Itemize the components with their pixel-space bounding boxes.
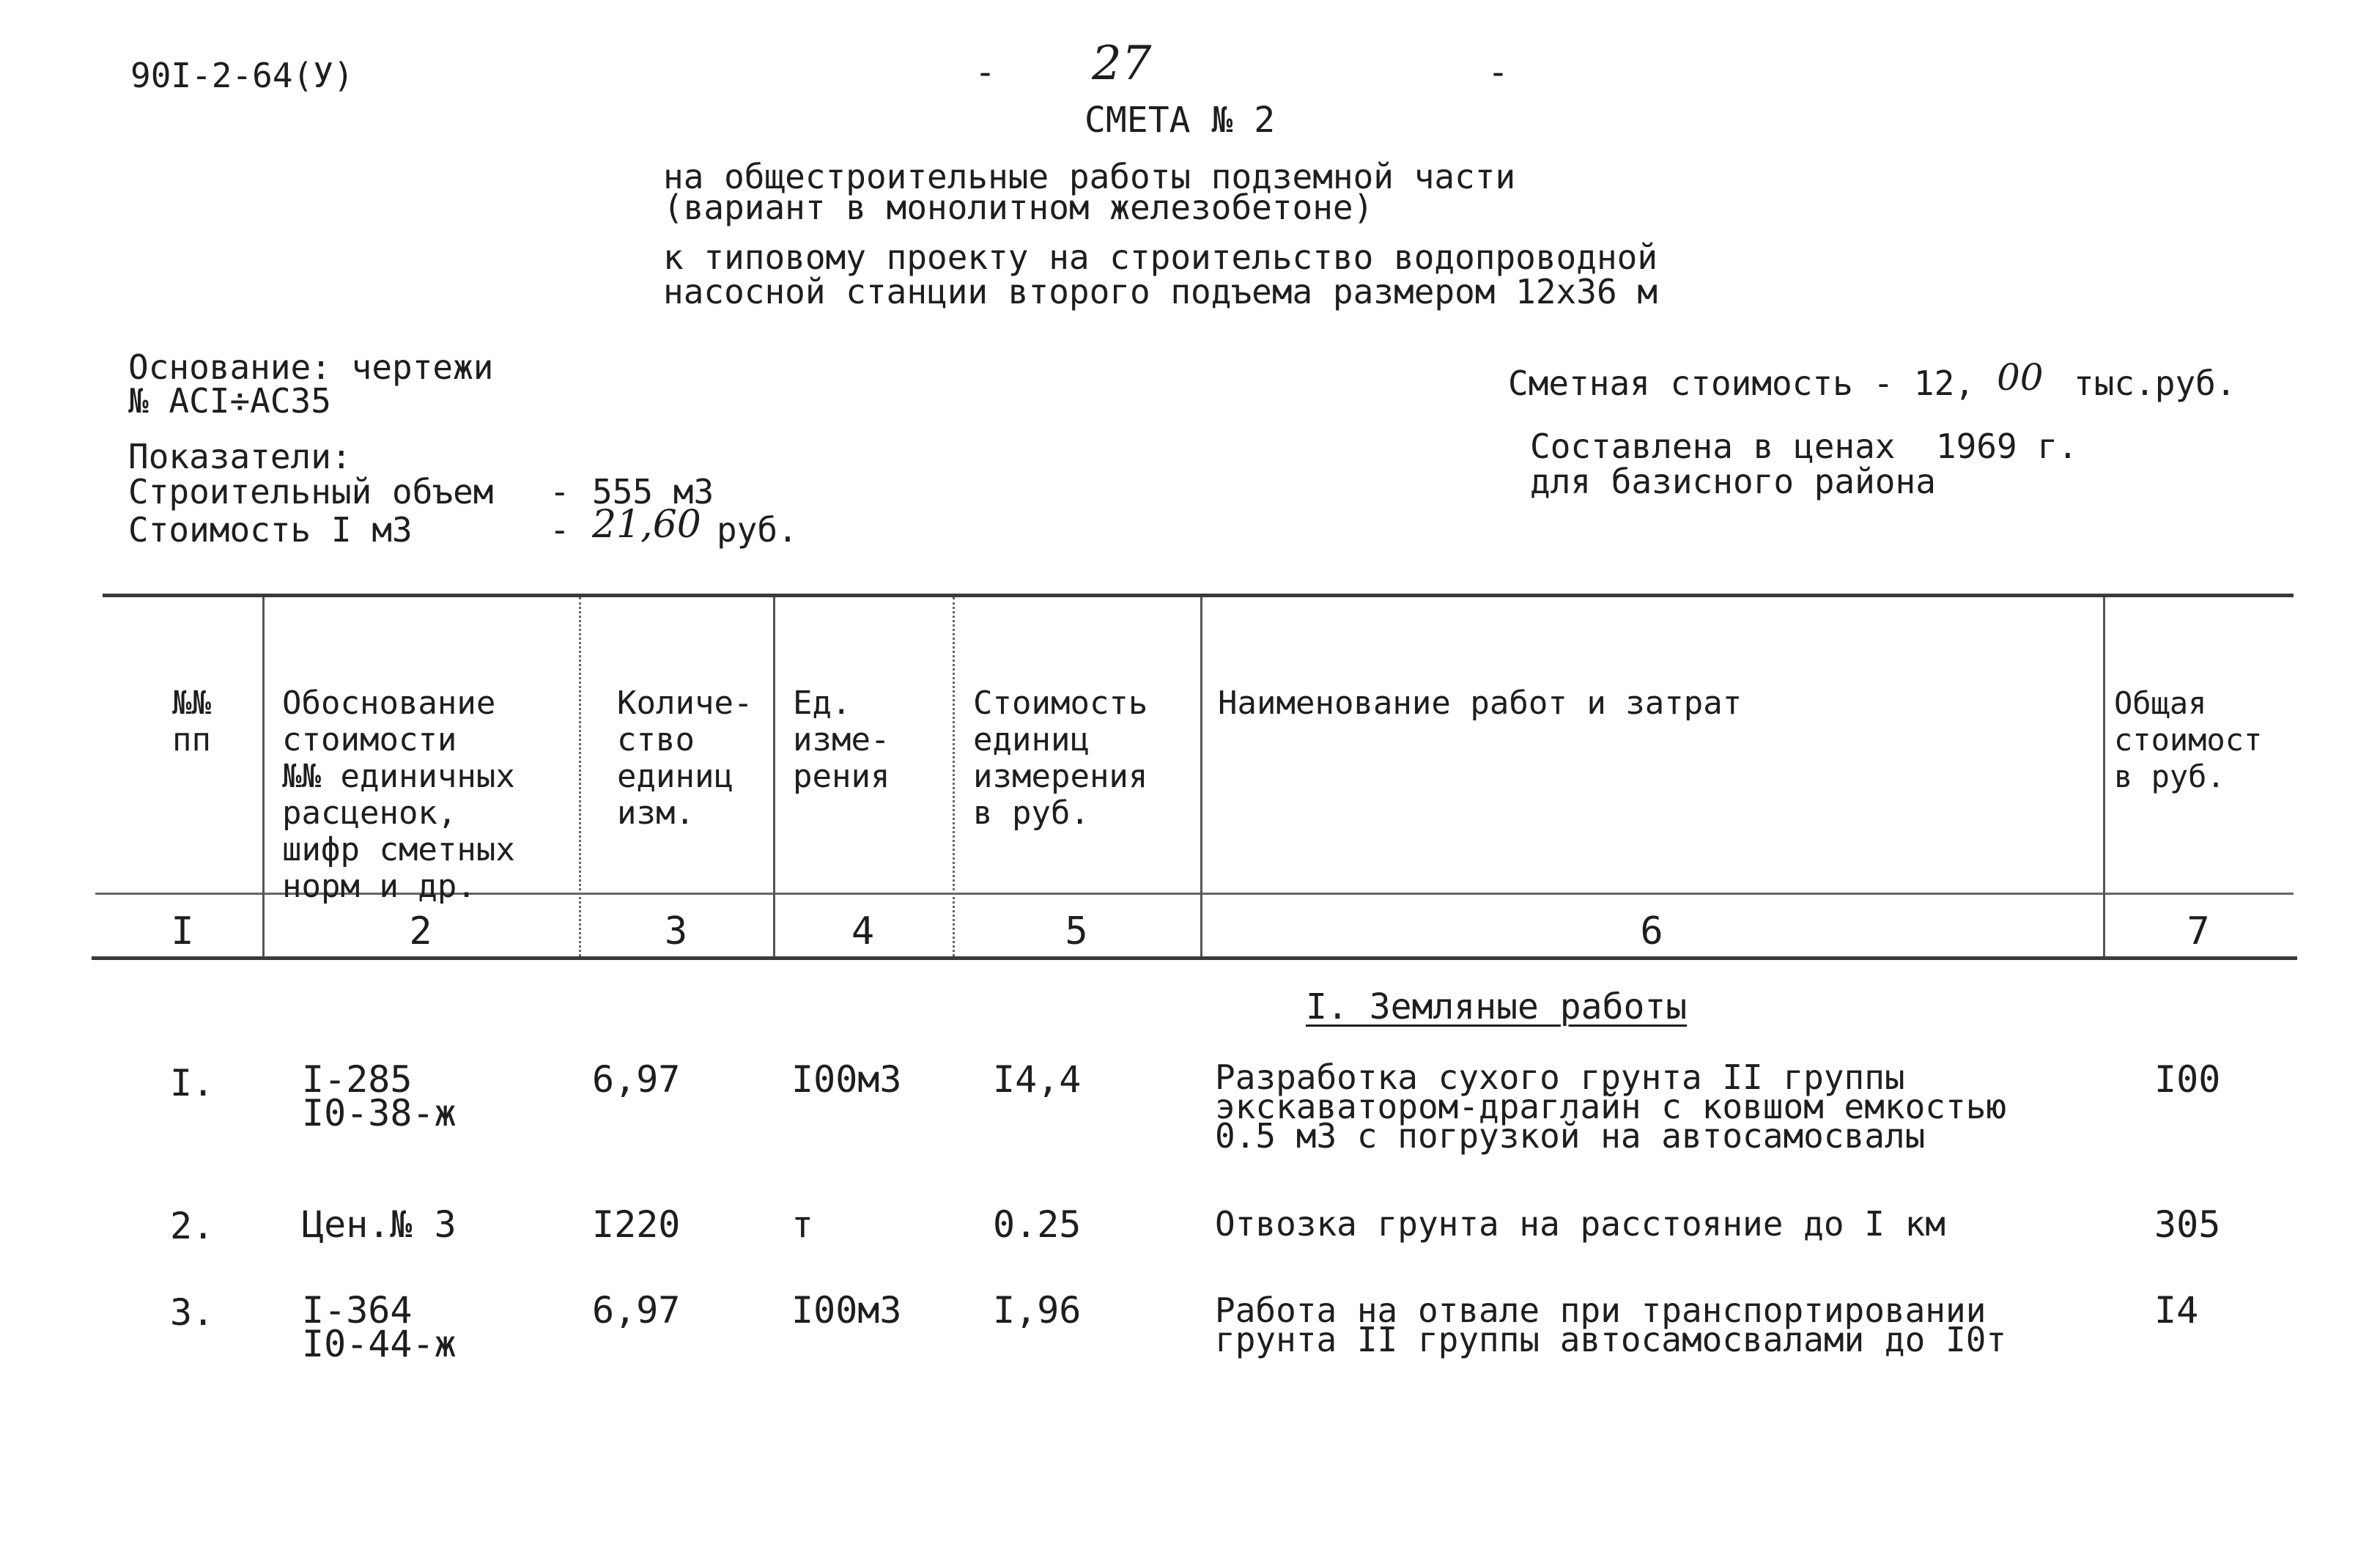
prices-line-1: Составлена в ценах 1969 г. bbox=[1530, 427, 2078, 466]
row-1-unit: I00м3 bbox=[791, 1058, 902, 1101]
row-1-price: I4,4 bbox=[993, 1058, 1082, 1101]
row-2-description: Отвозка грунта на расстояние до I км bbox=[1215, 1204, 1945, 1244]
header-col-7: Общая стоимост в руб. bbox=[2114, 685, 2263, 794]
estimate-cost-unit: тыс.руб. bbox=[2074, 363, 2236, 403]
column-number-4: 4 bbox=[851, 909, 875, 953]
col-divider-5 bbox=[1200, 597, 1202, 956]
row-1-num: I. bbox=[170, 1062, 215, 1104]
column-number-2: 2 bbox=[409, 909, 432, 953]
row-1-code: I-285 I0-38-ж bbox=[302, 1058, 457, 1134]
row-3-code: I-364 I0-44-ж bbox=[302, 1289, 457, 1365]
cost-per-m3-label: Стоимость I м3 bbox=[128, 510, 413, 550]
col-divider-2 bbox=[579, 597, 581, 956]
row-1-description: Разработка сухого грунта II группы экскаватором-драглайн с ковшом емкостью 0.5 м3 с погрузкой на автосамосвалы bbox=[1215, 1057, 2007, 1156]
section-title: I. Земляные работы bbox=[1306, 986, 1688, 1027]
volume-value: 555 м3 bbox=[592, 472, 714, 512]
row-2-unit: т bbox=[791, 1203, 814, 1246]
column-number-7: 7 bbox=[2187, 909, 2210, 953]
prices-line-2: для базисного района bbox=[1530, 462, 1936, 501]
subtitle-line-3: к типовому проекту на строительство водопроводной bbox=[663, 237, 1658, 277]
header-col-5: Стоимость единиц измерения в руб. bbox=[973, 684, 1148, 832]
estimate-cost-handwritten: 00 bbox=[1997, 356, 2044, 399]
row-3-description: Работа на отвале при транспортировании грунта II группы автосамосвалами до I0т bbox=[1215, 1291, 2007, 1359]
document-code: 90I-2-64(У) bbox=[130, 56, 354, 95]
subtitle-line-4: насосной станции второго подъема размером 12х36 м bbox=[663, 272, 1658, 311]
row-1-qty: 6,97 bbox=[592, 1058, 681, 1101]
indicators-label: Показатели: bbox=[128, 437, 352, 476]
row-3-price: I,96 bbox=[993, 1289, 1082, 1332]
page-dash-left: - bbox=[975, 52, 996, 93]
cost-per-m3-value: 21,60 bbox=[592, 503, 701, 547]
estimate-cost-label: Сметная стоимость - 12, bbox=[1508, 363, 1975, 403]
row-3-num: 3. bbox=[170, 1291, 215, 1334]
header-col-4: Ед. изме- рения bbox=[793, 684, 890, 795]
basis-line-1: Основание: чертежи bbox=[128, 347, 494, 387]
table-top-rule bbox=[103, 594, 2294, 597]
header-col-2: Обоснование стоимости №№ единичных расценок, шифр сметных норм и др. bbox=[282, 684, 515, 905]
column-number-6: 6 bbox=[1640, 909, 1663, 953]
col-divider-4 bbox=[953, 597, 955, 956]
table-numbers-rule bbox=[92, 956, 2297, 960]
header-col-3: Количе- ство единиц изм. bbox=[617, 684, 753, 832]
row-2-price: 0.25 bbox=[993, 1203, 1082, 1246]
page-dash-right: - bbox=[1488, 52, 1509, 93]
subtitle-line-2: (вариант в монолитном железобетоне) bbox=[663, 188, 1374, 227]
document-title: СМЕТА № 2 bbox=[1084, 100, 1276, 141]
volume-label: Строительный объем bbox=[128, 472, 494, 512]
cost-per-m3-dash: - bbox=[550, 510, 570, 550]
row-3-total: I4 bbox=[2154, 1289, 2199, 1332]
row-3-qty: 6,97 bbox=[592, 1289, 681, 1332]
volume-dash: - bbox=[550, 472, 570, 512]
page-number: 27 bbox=[1092, 37, 1152, 91]
row-2-total: 305 bbox=[2154, 1203, 2221, 1246]
col-divider-3 bbox=[773, 597, 775, 956]
column-number-3: 3 bbox=[664, 909, 688, 953]
cost-per-m3-unit: руб. bbox=[717, 510, 798, 550]
column-number-1: I bbox=[171, 909, 194, 953]
col-divider-1 bbox=[262, 597, 265, 956]
row-3-unit: I00м3 bbox=[791, 1289, 902, 1332]
header-col-6: Наименование работ и затрат bbox=[1218, 684, 1742, 722]
header-col-1: №№ пп bbox=[172, 684, 211, 758]
row-1-total: I00 bbox=[2154, 1058, 2221, 1101]
col-divider-6 bbox=[2103, 597, 2105, 956]
row-2-code: Цен.№ 3 bbox=[302, 1203, 457, 1246]
column-number-5: 5 bbox=[1065, 909, 1088, 953]
basis-line-2: № АСI÷АС35 bbox=[128, 381, 331, 421]
subtitle-line-1: на общестроительные работы подземной части bbox=[663, 157, 1516, 196]
row-2-num: 2. bbox=[170, 1205, 215, 1247]
row-2-qty: I220 bbox=[592, 1203, 681, 1246]
